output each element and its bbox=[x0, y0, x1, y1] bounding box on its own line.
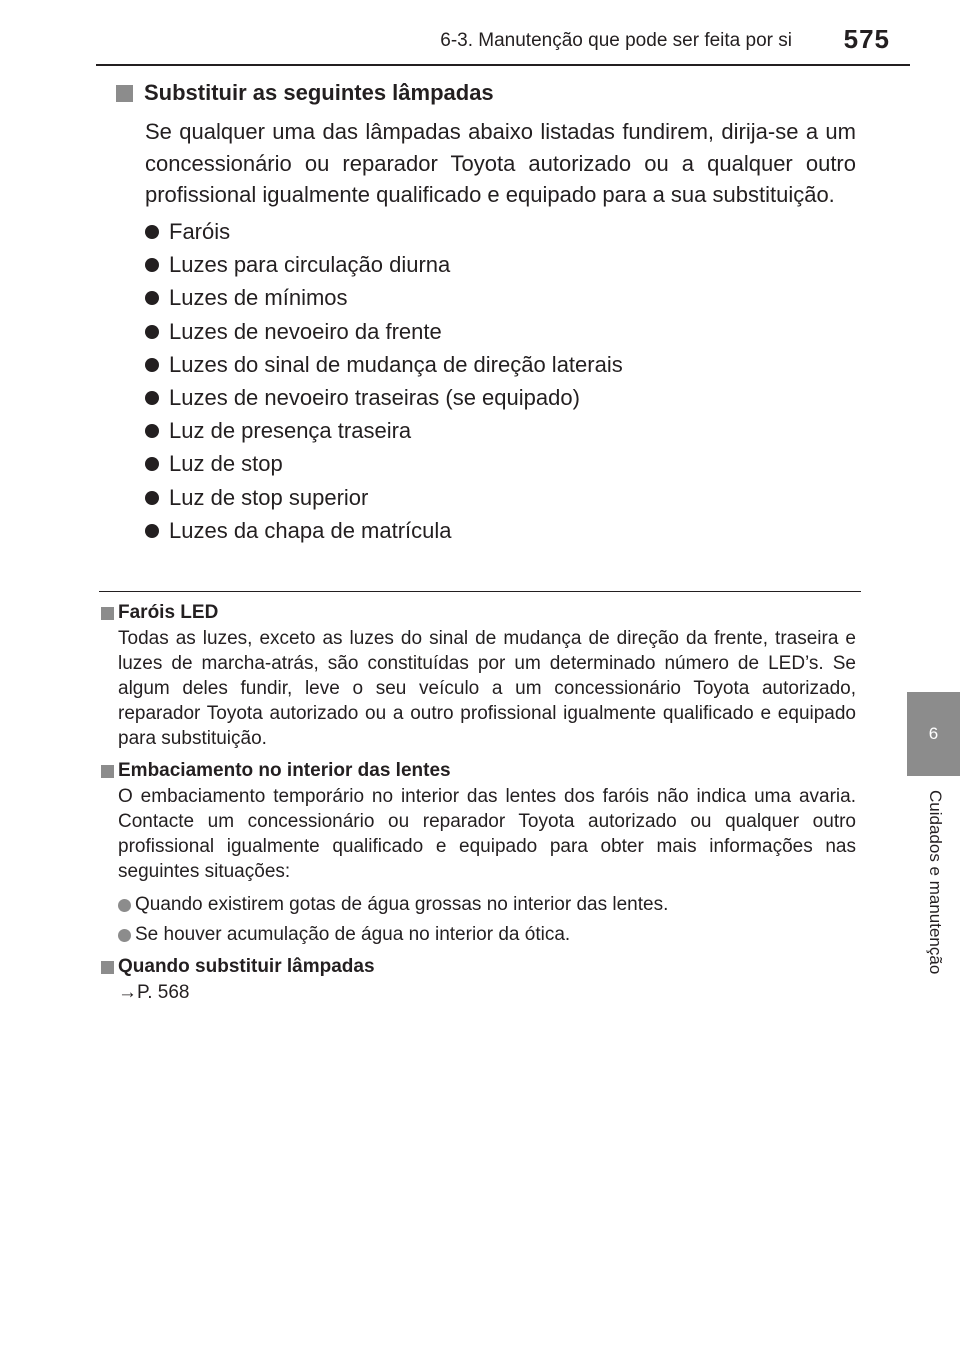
chapter-label: Cuidados e manutenção bbox=[926, 790, 945, 975]
note-list bbox=[118, 890, 856, 950]
note-heading bbox=[100, 954, 856, 980]
page-reference-link[interactable]: →P. 568 bbox=[118, 982, 190, 1003]
list-item bbox=[145, 282, 856, 315]
header-rule bbox=[96, 64, 910, 66]
note-body: Todas as luzes, exceto as luzes do sinal de mudança de direção da frente, traseira e luzes de marcha-atrás, são constituídas por um determinado número de LED’s. Se algum deles fundir, leve o seu veículo a um concessionário Toyota autorizado, reparador Toyota autorizado ou a outro profissional igualmente qualificado e equipado para substituição. bbox=[118, 628, 856, 749]
section-body: Se qualquer uma das lâmpadas abaixo listadas fundirem, dirija-se a um concessionário ou reparador Toyota autorizado ou a qualquer outro profissional igualmente qualificado e equipado para a sua substituição. bbox=[145, 119, 856, 207]
list-item-text: Luzes do sinal de mudança de direção laterais bbox=[169, 351, 623, 377]
section-heading-text: Substituir as seguintes lâmpadas bbox=[144, 80, 494, 105]
round-bullet-icon bbox=[145, 424, 159, 438]
list-item bbox=[145, 448, 856, 481]
list-item bbox=[145, 216, 856, 249]
round-bullet-icon bbox=[145, 225, 159, 239]
section-title: 6-3. Manutenção que pode ser feita por si bbox=[440, 30, 792, 51]
round-bullet-icon bbox=[145, 524, 159, 538]
chapter-tab[interactable] bbox=[907, 692, 960, 776]
note-heading-text: Quando substituir lâmpadas bbox=[118, 956, 375, 977]
list-item-text: Luzes de nevoeiro traseiras (se equipado) bbox=[169, 385, 580, 411]
note-heading bbox=[100, 758, 856, 784]
list-item-text: Luzes de nevoeiro da frente bbox=[169, 318, 442, 344]
list-item bbox=[145, 415, 856, 448]
notes-section bbox=[100, 600, 856, 1006]
square-bullet-icon bbox=[101, 961, 114, 974]
round-bullet-icon bbox=[145, 391, 159, 405]
list-item bbox=[118, 920, 856, 950]
list-item bbox=[145, 381, 856, 414]
list-item-text: Luzes de mínimos bbox=[169, 285, 348, 311]
list-item bbox=[145, 514, 856, 547]
round-bullet-icon bbox=[118, 899, 131, 912]
square-bullet-icon bbox=[116, 85, 133, 102]
round-bullet-icon bbox=[145, 325, 159, 339]
list-item bbox=[145, 249, 856, 282]
list-item-text: Se houver acumulação de água no interior da ótica. bbox=[135, 924, 571, 945]
chapter-number: 6 bbox=[928, 724, 939, 743]
list-item-text: Luzes para circulação diurna bbox=[169, 252, 451, 278]
page-number: 575 bbox=[843, 24, 890, 54]
list-item bbox=[118, 890, 856, 920]
bulb-list bbox=[145, 216, 856, 548]
round-bullet-icon bbox=[118, 929, 131, 942]
square-bullet-icon bbox=[101, 607, 114, 620]
section-heading bbox=[116, 78, 856, 108]
list-item bbox=[145, 315, 856, 348]
main-section bbox=[116, 78, 856, 547]
list-item-text: Luzes da chapa de matrícula bbox=[169, 517, 452, 543]
list-item bbox=[145, 481, 856, 514]
list-item-text: Luz de presença traseira bbox=[169, 418, 412, 444]
round-bullet-icon bbox=[145, 358, 159, 372]
list-item-text: Quando existirem gotas de água grossas no interior das lentes. bbox=[135, 894, 669, 915]
list-item bbox=[145, 348, 856, 381]
square-bullet-icon bbox=[101, 765, 114, 778]
list-item-text: Luz de stop bbox=[169, 451, 283, 477]
round-bullet-icon bbox=[145, 491, 159, 505]
note-heading-text: Faróis LED bbox=[118, 602, 219, 623]
note-heading-text: Embaciamento no interior das lentes bbox=[118, 760, 451, 781]
list-item-text: Faróis bbox=[169, 219, 231, 245]
round-bullet-icon bbox=[145, 457, 159, 471]
section-divider bbox=[99, 591, 861, 592]
note-body: O embaciamento temporário no interior das lentes dos faróis não indica uma avaria. Contacte um concessionário ou reparador Toyota autorizado ou qualquer outro profissional igualmente qualificado e equipado para obter mais informações nas seguintes situações: bbox=[118, 786, 856, 882]
round-bullet-icon bbox=[145, 258, 159, 272]
round-bullet-icon bbox=[145, 291, 159, 305]
list-item-text: Luz de stop superior bbox=[169, 484, 369, 510]
note-heading bbox=[100, 600, 856, 626]
